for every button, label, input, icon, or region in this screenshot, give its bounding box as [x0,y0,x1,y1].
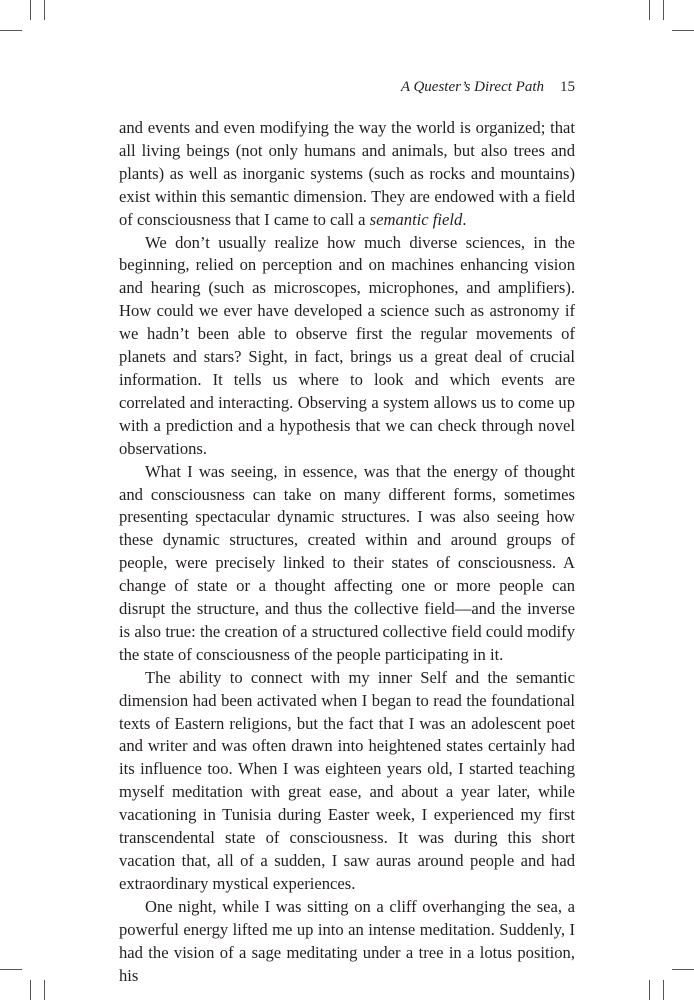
paragraph-1-end: . [462,209,467,229]
crop-mark-bottom-right-vertical-inner [649,980,650,1000]
crop-mark-top-left-vertical-outer [30,0,31,20]
paragraph-3-text: What I was seeing, in essence, was that the energy of thought and consciousness can take on many different forms, sometimes presenting spectacular dynamic structures. I was also seeing how these dynamic structures, created within and around groups of people, were precisely linked to their states of consciousness. A change of state or a thought affecting one or more people can disrupt the structure, and thus the collective field—and the inverse is also true: the creation of a structured collective field could modify the state of consciousness of the people participating in it. [119,461,575,664]
paragraph-1 [119,117,575,232]
crop-mark-bottom-right-horizontal [672,969,694,970]
paragraph-4-text: The ability to connect with my inner Self and the semantic dimension had been activated when I began to read the foundational texts of Eastern religions, but the fact that I was an adolescent poet and writer and was often drawn into heightened states certainly had its influence too. When I was eighteen years old, I started teaching myself meditation with great ease, and about a year later, while vacationing in Tunisia during Easter week, I experienced my first transcendental state of consciousness. It was during this short vacation that, all of a sudden, I saw auras around people and had extraordinary mystical experiences. [119,667,575,893]
crop-mark-top-left-vertical-inner [44,0,45,20]
crop-mark-top-right-horizontal [672,30,694,31]
crop-mark-top-left-horizontal [0,30,22,31]
paragraph-3 [119,461,575,667]
paragraph-1-text: and events and even modifying the way the world is organized; that all living beings (not only humans and animals, but also trees and plants) as well as inorganic systems (such as rocks and mountains) exist within this semantic dimension. They are endowed with a field of consciousness that I came to call a [119,118,575,229]
paragraph-4 [119,667,575,896]
page-number: 15 [560,79,575,95]
paragraph-5 [119,896,575,988]
running-head-title: A Quester’s Direct Path [400,79,544,95]
paragraph-2-text: We don’t usually realize how much diverse sciences, in the beginning, relied on perception and on machines enhancing vision and hearing (such as microscopes, microphones, and amplifiers). How could we ever have developed a science such as astronomy if we hadn’t been able to observe first the regular movements of planets and stars? Sight, in fact, brings us a great deal of crucial information. It tells us where to look and which events are correlated and interacting. Observing a system allows us to come up with a prediction and a hypothesis that we can check through novel observations. [119,232,575,458]
paragraph-2 [119,232,575,461]
running-head [401,77,575,97]
semantic-field-term: semantic field [369,209,463,229]
crop-mark-bottom-left-horizontal [0,969,22,970]
crop-mark-top-right-vertical-outer [663,0,664,20]
paragraph-5-text: One night, while I was sitting on a cliff overhanging the sea, a powerful energy lifted me up into an intense meditation. Suddenly, I had the vision of a sage meditating under a tree in a lotus position, his [119,896,575,985]
crop-mark-bottom-left-vertical-outer [30,980,31,1000]
crop-mark-bottom-right-vertical-outer [663,980,664,1000]
body-text [119,117,575,987]
crop-mark-bottom-left-vertical-inner [44,980,45,1000]
crop-mark-top-right-vertical-inner [649,0,650,20]
